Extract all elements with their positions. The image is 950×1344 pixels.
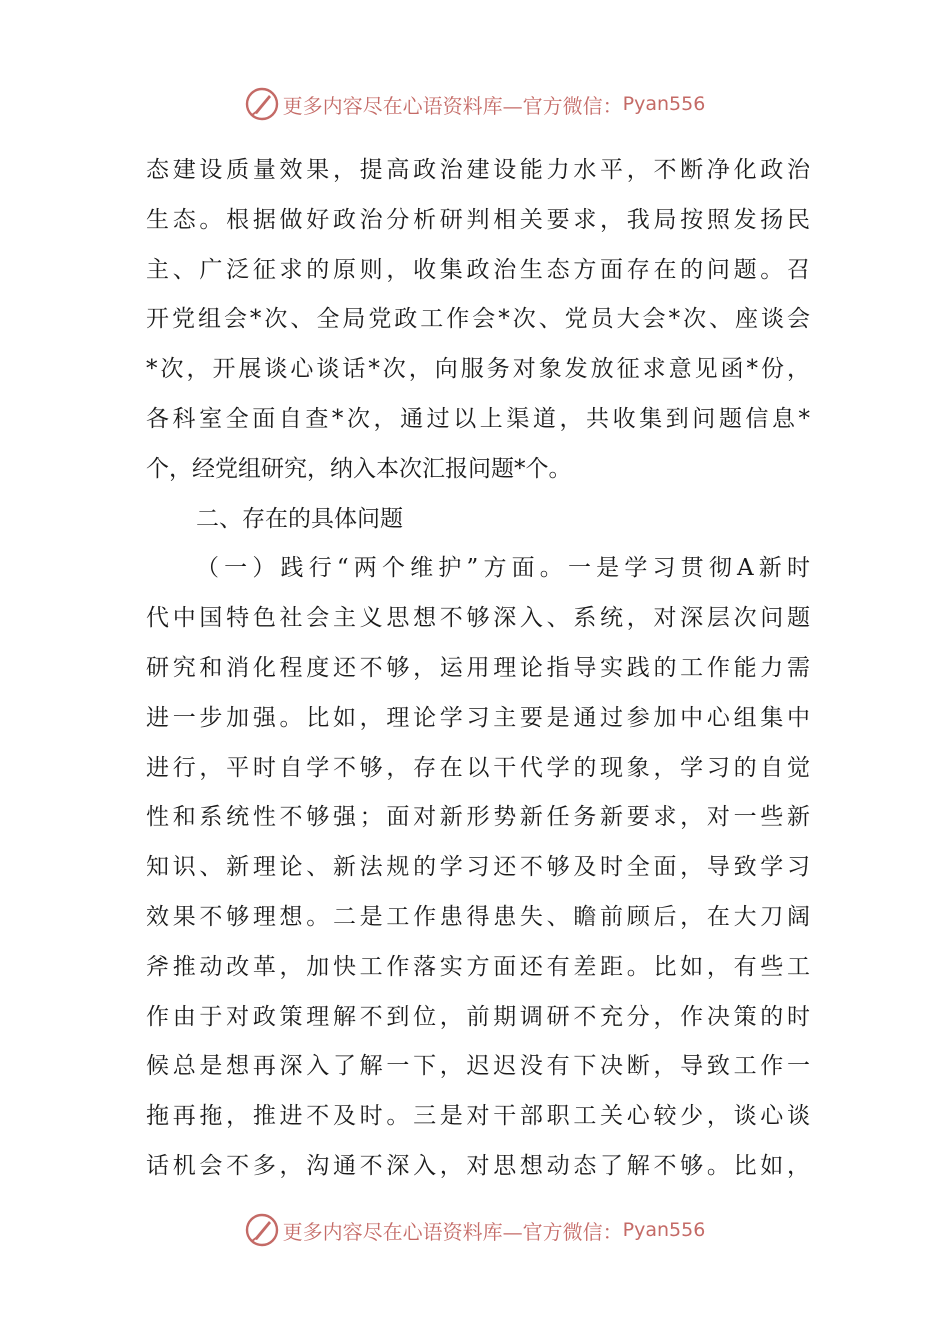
- text-line: 效果不够理想。二是工作患得患失、瞻前顾后，在大刀阔: [146, 903, 810, 930]
- watermark-text: 更多内容尽在心语资料库—官方微信：: [282, 1219, 623, 1244]
- quill-logo-icon: [245, 1213, 279, 1247]
- text-line: 开党组会*次、全局党政工作会*次、党员大会*次、座谈会: [146, 306, 810, 333]
- text-line: （一）践行“两个维护”方面。一是学习贯彻A新时: [196, 555, 810, 582]
- text-line: 代中国特色社会主义思想不够深入、系统，对深层次问题: [146, 605, 810, 632]
- section-heading: 二、存在的具体问题: [196, 505, 403, 532]
- document-body: [146, 146, 810, 1192]
- text-line: 拖再拖，推进不及时。三是对干部职工关心较少，谈心谈: [146, 1103, 810, 1130]
- watermark-text: 更多内容尽在心语资料库—官方微信：: [282, 93, 623, 118]
- text-line: 进行，平时自学不够，存在以干代学的现象，学习的自觉: [146, 754, 810, 781]
- text-line: 话机会不多，沟通不深入，对思想动态了解不够。比如，: [146, 1152, 810, 1179]
- header-watermark: [0, 84, 950, 124]
- footer-watermark: [0, 1210, 950, 1250]
- text-line: 研究和消化程度还不够，运用理论指导实践的工作能力需: [146, 654, 810, 681]
- text-line: 知识、新理论、新法规的学习还不够及时全面，导致学习: [146, 854, 810, 881]
- text-line: 候总是想再深入了解一下，迟迟没有下决断，导致工作一: [146, 1053, 810, 1080]
- quill-logo-icon: [245, 87, 279, 121]
- text-line: 个，经党组研究，纳入本次汇报问题*个。: [146, 455, 572, 482]
- text-line: 性和系统性不够强；面对新形势新任务新要求，对一些新: [146, 804, 810, 831]
- text-line: 生态。根据做好政治分析研判相关要求，我局按照发扬民: [146, 206, 810, 233]
- watermark-wechat-id: Pyan556: [622, 1219, 706, 1241]
- text-line: 各科室全面自查*次，通过以上渠道，共收集到问题信息*: [146, 405, 810, 432]
- text-line: 态建设质量效果，提高政治建设能力水平，不断净化政治: [146, 157, 810, 183]
- text-line: 斧推动改革，加快工作落实方面还有差距。比如，有些工: [146, 953, 810, 980]
- text-line: *次，开展谈心谈话*次，向服务对象发放征求意见函*份，: [146, 356, 810, 383]
- text-line: 主、广泛征求的原则，收集政治生态方面存在的问题。召: [146, 256, 810, 283]
- text-line: 进一步加强。比如，理论学习主要是通过参加中心组集中: [146, 704, 810, 731]
- watermark-wechat-id: Pyan556: [622, 93, 706, 115]
- text-line: 作由于对政策理解不到位，前期调研不充分，作决策的时: [146, 1003, 810, 1030]
